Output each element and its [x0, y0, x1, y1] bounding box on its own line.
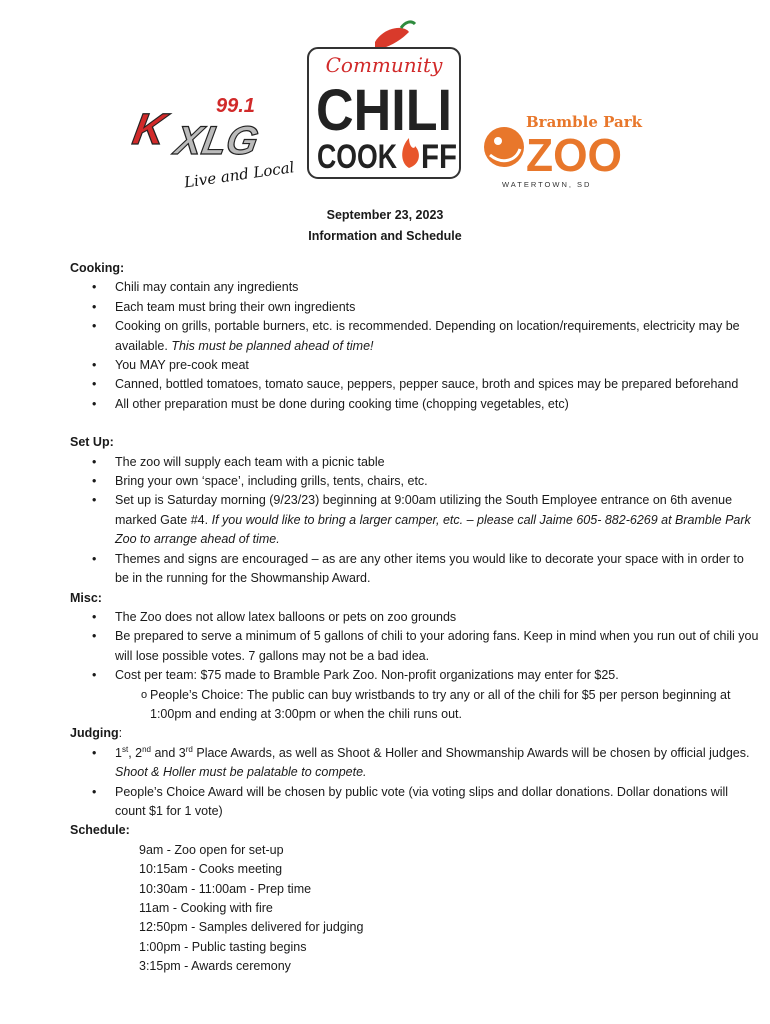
svg-text:FF: FF [421, 138, 457, 176]
schedule-item: 3:15pm - Awards ceremony [139, 959, 291, 974]
misc-list [70, 608, 760, 724]
schedule-item: 1:00pm - Public tasting begins [139, 939, 307, 954]
schedule-item: 12:50pm - Samples delivered for judging [139, 920, 364, 935]
list-item: • 1st, 2nd and 3rd Place Awards, as well as Shoot & Holler and Showmanship Awards will be chosen by official judges. Shoot & Holler must be palatable to compete. [70, 744, 760, 783]
svg-text:99.1: 99.1 [216, 95, 255, 117]
svg-text:K: K [129, 105, 170, 154]
planning-note: This must be planned ahead of time! [171, 338, 374, 353]
svg-text:COOK: COOK [317, 138, 398, 176]
cooking-list [70, 278, 760, 414]
event-date: September 23, 2023 [326, 208, 444, 222]
setup-section-title: Set Up: [70, 435, 114, 450]
list-item: • Chili may contain any ingredients [70, 278, 760, 297]
list-item: • You MAY pre-cook meat [70, 356, 760, 375]
list-item: • Each team must bring their own ingredients [70, 298, 760, 317]
list-item: o People’s Choice: The public can buy wristbands to try any or all of the chili for $5 per person beginning at 1:00pm and ending at 3:00pm or when the chili runs out. [70, 686, 760, 725]
document-header [0, 205, 770, 247]
misc-sub-list [115, 686, 760, 725]
list-item: • People’s Choice Award will be chosen by public vote (via voting slips and dollar donations. Dollar donations will count $1 for 1 vote) [70, 783, 760, 822]
schedule-list [70, 841, 760, 977]
list-item: • The zoo will supply each team with a picnic table [70, 453, 760, 472]
list-item: • Cost per team: $75 made to Bramble Park Zoo. Non-profit organizations may enter for $25. o People’s Choice: The public can buy wristbands to try any or all of the chili for $5 per person beginning at 1:00pm and ending at 3:00pm or when the chili runs out. [70, 666, 760, 724]
list-item: • Themes and signs are encouraged – as are any other items you would like to decorate your space with in order to be in the running for the Showmanship Award. [70, 550, 760, 589]
svg-text:ZOO: ZOO [526, 129, 622, 181]
list-item: • Set up is Saturday morning (9/23/23) beginning at 9:00am utilizing the South Employee entrance on 6th avenue marked Gate #4. If you would like to bring a larger camper, etc. – please call Jaime 605- 882-6269 at Bramble Park Zoo to arrange ahead of time. [70, 491, 760, 549]
kxlg-radio-logo [129, 82, 298, 192]
document-body [70, 259, 760, 977]
svg-text:Bramble Park: Bramble Park [526, 113, 643, 131]
list-item: • All other preparation must be done during cooking time (chopping vegetables, etc) [70, 395, 760, 414]
misc-section-title: Misc: [70, 590, 102, 605]
schedule-item: 10:15am - Cooks meeting [139, 862, 283, 877]
cooking-section-title: Cooking: [70, 261, 125, 275]
svg-text:XLG: XLG [171, 118, 262, 163]
list-item: • Be prepared to serve a minimum of 5 gallons of chili to your adoring fans. Keep in mind when you run out of chili you will lose possible votes. 7 gallons may not be a bad idea. [70, 627, 760, 666]
list-item: • Cooking on grills, portable burners, etc. is recommended. Depending on location/requirements, electricity may be available. This must be planned ahead of time! [70, 317, 760, 356]
camper-note: If you would like to bring a larger camper, etc. – please call Jaime 605- 882-6269 at Bramble Park Zoo to arrange ahead of time. [115, 512, 751, 547]
community-chili-cookoff-logo [305, 22, 463, 182]
palatable-note: Shoot & Holler must be palatable to compete. [115, 765, 367, 780]
schedule-item: 11am - Cooking with fire [139, 901, 273, 915]
list-item: • Canned, bottled tomatoes, tomato sauce, peppers, pepper sauce, broth and spices may be prepared beforehand [70, 375, 760, 394]
svg-text:Live and Local: Live and Local [182, 158, 296, 192]
svg-text:CHILI: CHILI [316, 78, 452, 143]
svg-text:WATERTOWN, SD: WATERTOWN, SD [502, 180, 592, 189]
document-subtitle: Information and Schedule [308, 229, 462, 243]
judging-section-title: Judging: [70, 726, 123, 741]
setup-list [70, 453, 760, 589]
schedule-item: 9am - Zoo open for set-up [139, 842, 284, 857]
svg-text:Community: Community [325, 53, 443, 77]
bramble-park-zoo-logo [482, 105, 643, 190]
list-item: • The Zoo does not allow latex balloons or pets on zoo grounds [70, 608, 760, 627]
list-item: • Bring your own ‘space’, including grills, tents, chairs, etc. [70, 472, 760, 491]
schedule-item: 10:30am - 11:00am - Prep time [139, 881, 312, 896]
schedule-section-title: Schedule: [70, 823, 130, 838]
judging-list [70, 744, 760, 822]
